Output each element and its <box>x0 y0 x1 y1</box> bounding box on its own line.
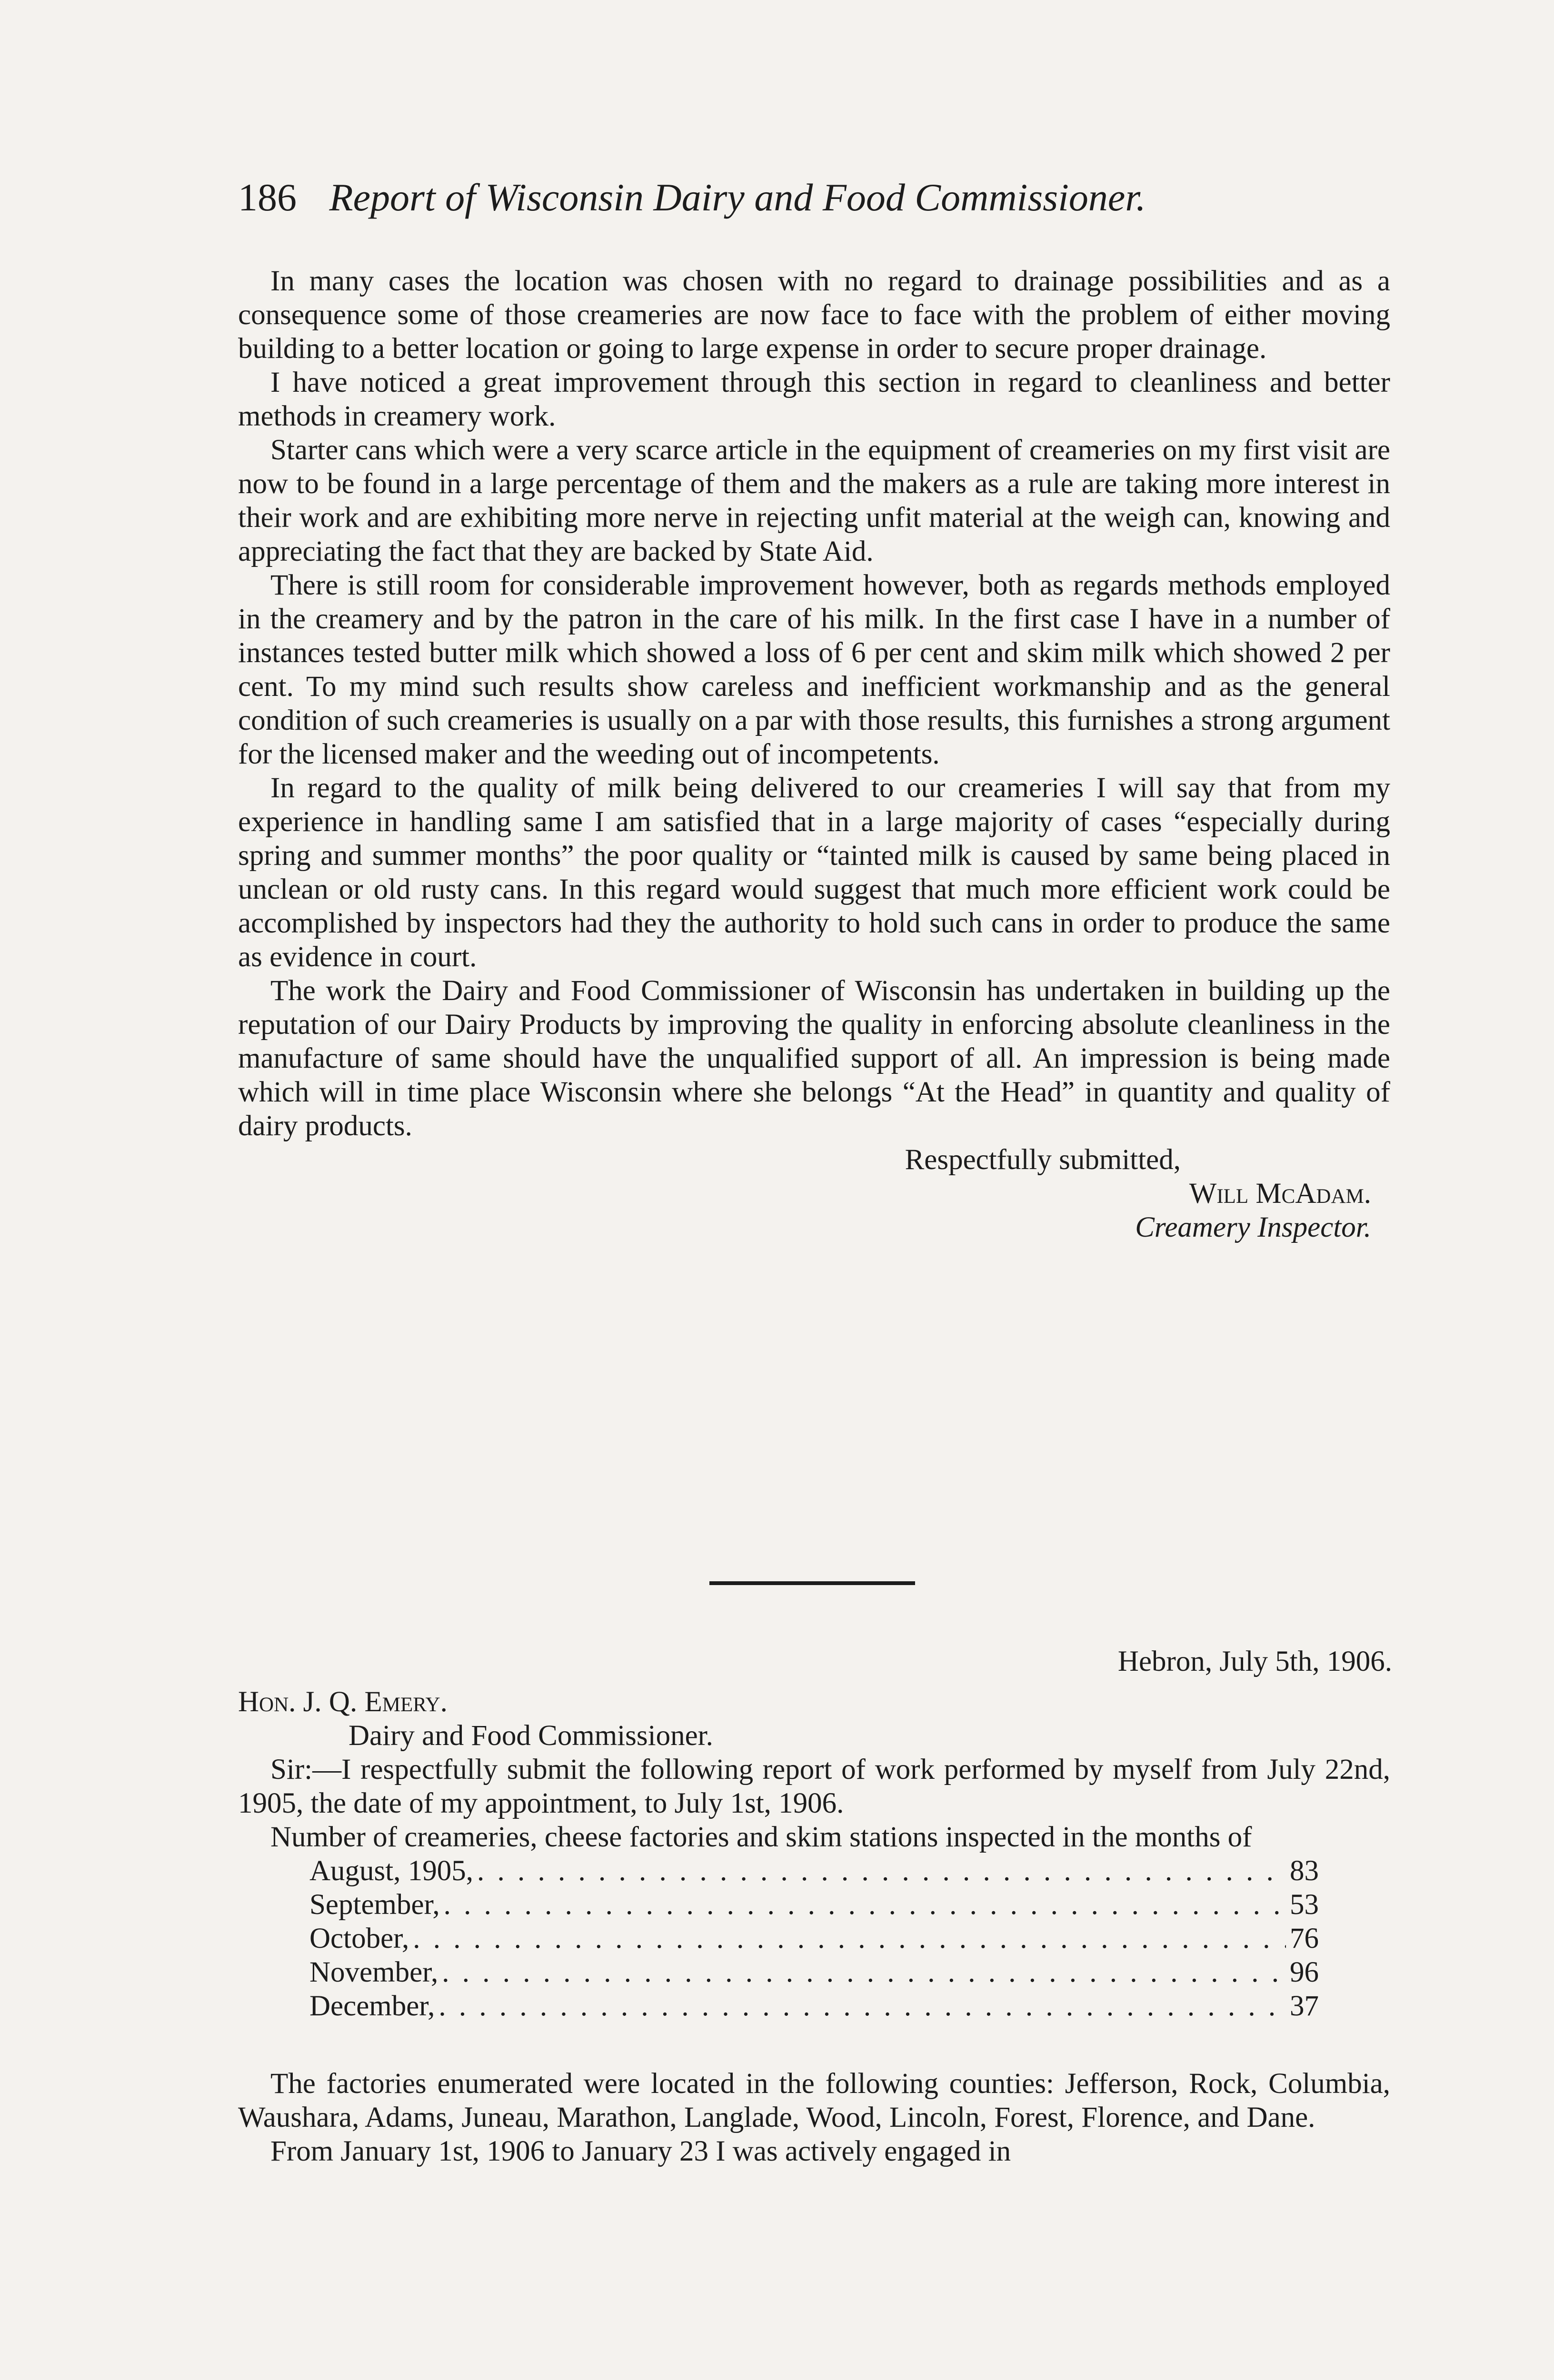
paragraph-drainage: In many cases the location was chosen with no regard to drainage possibilities and as a consequence some of those creameries are now face to face with the problem of either moving building to a better location or going to large expense in order to secure proper drainage. <box>238 265 1390 365</box>
inspection-list <box>238 1854 1390 2023</box>
page-number: 186 <box>238 176 297 219</box>
report-two <box>238 1685 1390 2168</box>
leader-dots <box>438 1989 1286 2023</box>
running-title: Report of Wisconsin Dairy and Food Commissioner. <box>329 176 1146 219</box>
leader-dots <box>413 1922 1286 1955</box>
list-item <box>309 1888 1319 1922</box>
page-header <box>238 171 1400 224</box>
paragraph-starter-cans: Starter cans which were a very scarce article in the equipment of creameries on my first visit are now to be found in a large percentage of them and the makers as a rule are taking more interest in their work and are exhibiting more nerve in rejecting unfit material at the weigh can, knowing and appreciating the fact that they are backed by State Aid. <box>238 434 1390 567</box>
month-label: November, <box>309 1956 438 1988</box>
month-count: 53 <box>1290 1889 1319 1921</box>
leader-dots <box>477 1854 1286 1888</box>
list-item <box>309 1854 1319 1888</box>
paragraph-list-intro: Number of creameries, cheese factories and skim stations inspected in the months of <box>270 1821 1252 1853</box>
spacer <box>238 2023 1390 2067</box>
paragraph-last: From January 1st, 1906 to January 23 I was actively engaged in <box>270 2135 1011 2167</box>
signature-block <box>238 1143 1390 1244</box>
paragraph-opening: Sir:—I respectfully submit the following report of work performed by myself from July 22nd, 1905, the date of my appointment, to July 1st, 1906. <box>238 1754 1390 1819</box>
addressee-title: Dairy and Food Commissioner. <box>349 1720 713 1752</box>
list-item <box>309 1922 1319 1955</box>
list-item <box>309 1989 1319 2023</box>
paragraph-room-for-improvement: There is still room for considerable improvement however, both as regards methods employed in the creamery and by the patron in the care of his milk. In the first case I have in a number of instances tested butter milk which showed a loss of 6 per cent and skim milk which showed 2 per cent. To my mind such results show careless and inefficient workmanship and as the general condition of such creameries is usually on a par with those results, this furnishes a strong argument for the licensed maker and the weeding out of incompetents. <box>238 569 1390 770</box>
list-item <box>309 1955 1319 1989</box>
addressee: Hon. J. Q. Emery. <box>238 1686 448 1718</box>
signer-title: Creamery Inspector. <box>1135 1211 1371 1243</box>
closing: Respectfully submitted, <box>905 1144 1181 1176</box>
signer-name: Will McAdam. <box>1189 1178 1371 1210</box>
leader-dots <box>444 1888 1286 1922</box>
dateline: Hebron, July 5th, 1906. <box>1117 1646 1392 1677</box>
month-label: October, <box>309 1923 409 1954</box>
paragraph-commissioner-work: The work the Dairy and Food Commissioner of Wisconsin has undertaken in building up the reputation of our Dairy Products by improving the quality in enforcing absolute cleanliness in the manufacture of same should have the unqualified support of all. An impression is being made which will in time place Wisconsin where she belongs “At the Head” in quantity and quality of dairy products. <box>238 975 1390 1142</box>
month-label: September, <box>309 1889 440 1921</box>
month-label: August, 1905, <box>309 1855 473 1887</box>
month-count: 96 <box>1290 1956 1319 1988</box>
paragraph-counties: The factories enumerated were located in the following counties: Jefferson, Rock, Columbia, Waushara, Adams, Juneau, Marathon, Langlade, Wood, Lincoln, Forest, Florence, and Dane. <box>238 2068 1390 2133</box>
leader-dots <box>442 1955 1286 1989</box>
month-count: 83 <box>1290 1855 1319 1887</box>
paragraph-milk-quality: In regard to the quality of milk being delivered to our creameries I will say that from my experience in handling same I am satisfied that in a large majority of cases “especially during spring and summer months” the poor quality or “tainted milk is caused by same being placed in unclean or old rusty cans. In this regard would suggest that much more efficient work could be accomplished by inspectors had they the authority to hold such cans in order to produce the same as evidence in court. <box>238 772 1390 973</box>
paragraph-improvement: I have noticed a great improvement through this section in regard to cleanliness and better methods in creamery work. <box>238 367 1390 432</box>
month-label: December, <box>309 1990 435 2022</box>
section-divider <box>709 1581 915 1585</box>
report-one <box>238 264 1390 1244</box>
month-count: 76 <box>1290 1923 1319 1954</box>
month-count: 37 <box>1290 1990 1319 2022</box>
